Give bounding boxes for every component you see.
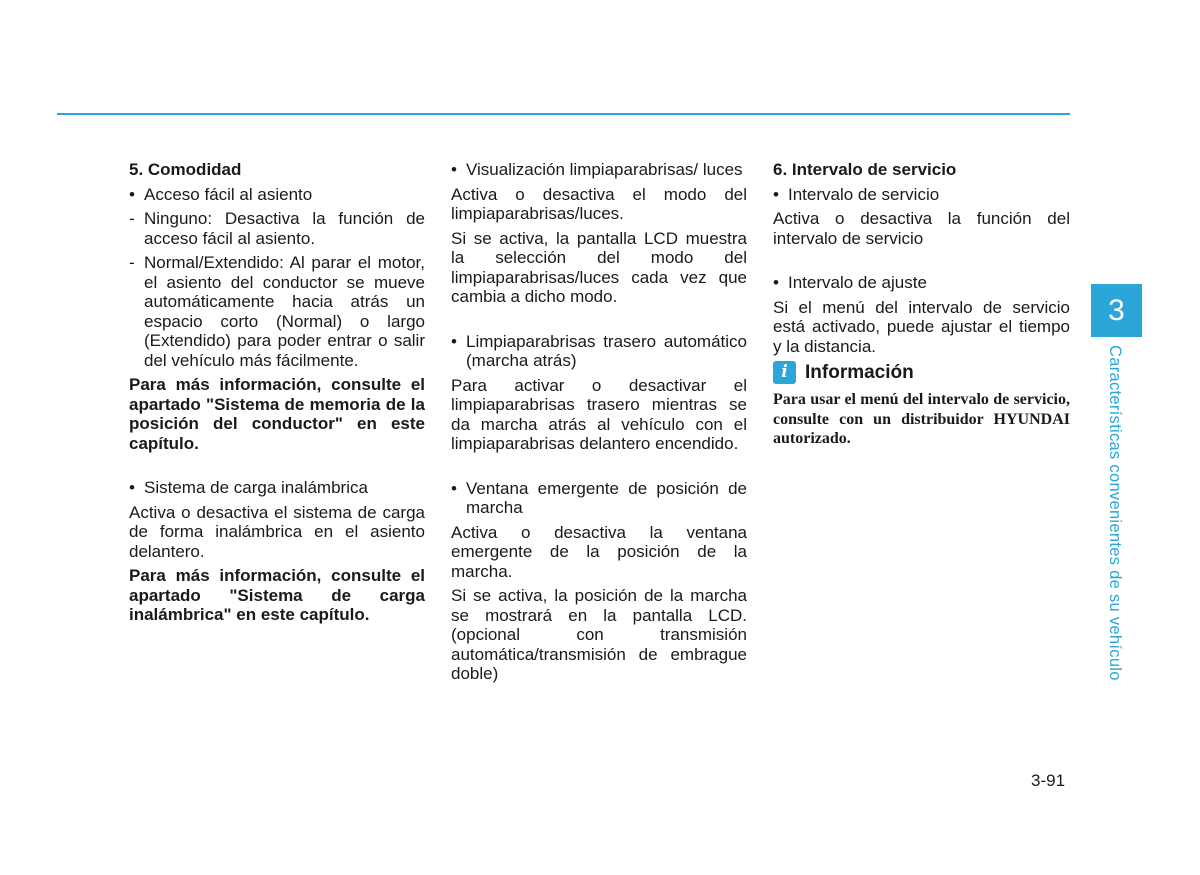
list-item-text: Acceso fácil al asiento bbox=[144, 184, 313, 204]
bullet-marker: • bbox=[451, 331, 457, 351]
bullet-marker: • bbox=[451, 160, 457, 179]
list-item-text: Ventana emergente de posición de marcha bbox=[466, 478, 747, 517]
page-number: 3-91 bbox=[1031, 771, 1066, 790]
list-item bbox=[451, 332, 747, 371]
list-item-text: Intervalo de ajuste bbox=[788, 273, 927, 292]
body-paragraph: Activa o desactiva el sistema de carga de forma inalámbrica en el asiento delantero. bbox=[129, 502, 425, 561]
column-1 bbox=[129, 160, 425, 630]
body-paragraph: Para activar o desactivar el limpiaparabrisas trasero mientras se da marcha atrás al vehículo con el limpiaparabrisas delantero encendido. bbox=[451, 375, 747, 453]
bullet-marker: • bbox=[773, 273, 779, 292]
list-item bbox=[773, 273, 1070, 293]
chapter-number-tab: 3 bbox=[1091, 284, 1142, 337]
header-rule bbox=[57, 113, 1070, 115]
note-paragraph: Para más información, consulte el apartado "Sistema de memoria de la posición del conductor" en este capítulo. bbox=[129, 375, 425, 453]
dash-marker: - bbox=[129, 253, 135, 272]
body-paragraph: Si se activa, la posición de la marcha se mostrará en la pantalla LCD. (opcional con transmisión automática/transmisión de embrague doble) bbox=[451, 586, 747, 683]
list-item bbox=[129, 185, 425, 205]
column-3 bbox=[773, 160, 1070, 449]
list-item bbox=[129, 209, 425, 248]
info-box-header bbox=[773, 361, 1070, 384]
bullet-marker: • bbox=[129, 478, 135, 497]
list-item bbox=[129, 253, 425, 370]
body-paragraph: Si se activa, la pantalla LCD muestra la selección del modo del limpiaparabrisas/luces cada vez que cambia a dicho modo. bbox=[451, 228, 747, 306]
section-heading-intervalo: 6. Intervalo de servicio bbox=[773, 160, 957, 179]
chapter-title: Características convenientes de su vehículo bbox=[1106, 345, 1124, 681]
section-heading-comodidad: 5. Comodidad bbox=[129, 160, 242, 179]
bullet-marker: • bbox=[129, 184, 135, 204]
list-item-text: Normal/Extendido: Al parar el motor, el asiento del conductor se mueve automáticamente hacia atrás un espacio corto (Normal) o largo (Extendido) para poder entrar o salir del vehículo más fácilmente. bbox=[144, 253, 425, 370]
list-item-text: Intervalo de servicio bbox=[788, 184, 940, 204]
column-2 bbox=[451, 160, 747, 689]
list-item-text: Limpiaparabrisas trasero automático (marcha atrás) bbox=[466, 331, 747, 370]
body-paragraph: Activa o desactiva la ventana emergente de la posición de la marcha. bbox=[451, 522, 747, 581]
list-item bbox=[451, 160, 747, 180]
body-paragraph: Activa o desactiva el modo del limpiaparabrisas/luces. bbox=[451, 184, 747, 223]
info-title: Información bbox=[805, 361, 914, 383]
list-item-text: Ninguno: Desactiva la función de acceso fácil al asiento. bbox=[144, 209, 425, 248]
list-item bbox=[773, 185, 1070, 205]
info-icon: i bbox=[773, 361, 796, 384]
list-item-text: Visualización limpiaparabrisas/ luces bbox=[466, 160, 743, 179]
body-paragraph: Activa o desactiva la función del intervalo de servicio bbox=[773, 209, 1070, 248]
bullet-marker: • bbox=[451, 478, 457, 498]
body-paragraph: Si el menú del intervalo de servicio está activado, puede ajustar el tiempo y la distancia. bbox=[773, 297, 1070, 356]
note-paragraph: Para más información, consulte el apartado "Sistema de carga inalámbrica" en este capítulo. bbox=[129, 566, 425, 624]
list-item bbox=[451, 479, 747, 518]
list-item bbox=[129, 478, 425, 498]
list-item-text: Sistema de carga inalámbrica bbox=[144, 478, 368, 497]
bullet-marker: • bbox=[773, 184, 779, 204]
info-text: Para usar el menú del intervalo de servicio, consulte con un distribuidor HYUNDAI autorizado. bbox=[773, 391, 1070, 447]
dash-marker: - bbox=[129, 209, 135, 228]
